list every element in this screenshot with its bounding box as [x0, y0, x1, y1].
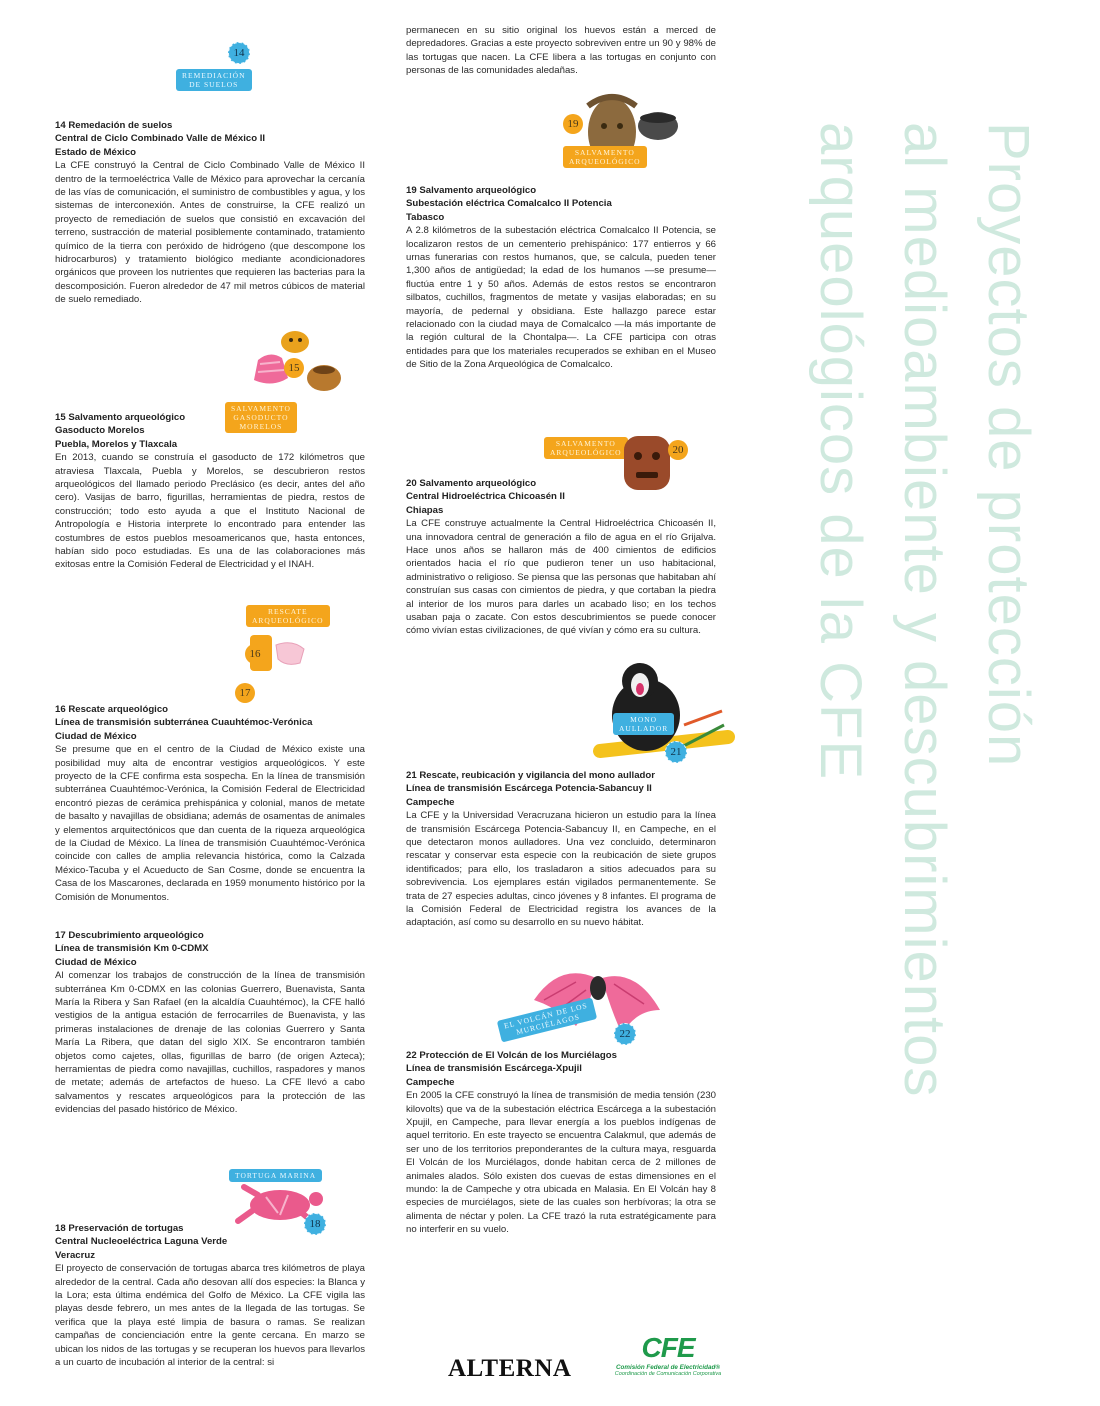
title-line-1: Proyectos de protección	[976, 122, 1041, 768]
entry-location: Ciudad de México	[55, 956, 137, 968]
title-line-3: arqueológicos de la CFE	[808, 122, 873, 781]
entry-project: Central Nucleoeléctrica Laguna Verde	[55, 1236, 228, 1248]
entry-project: Central Hidroeléctrica Chicoasén II	[406, 491, 565, 503]
entry-project: Central de Ciclo Combinado Valle de México II	[55, 133, 266, 145]
entry-location: Tabasco	[406, 211, 445, 223]
badge-18: 18	[304, 1213, 326, 1235]
entry-heading: 15 Salvamento arqueológico	[55, 412, 186, 423]
entry-project: Línea de transmisión subterránea Cuauhtémoc-Verónica	[55, 717, 313, 729]
entry-body: A 2.8 kilómetros de la subestación eléctrica Comalcalco II Potencia, se localizaron restos de un cementerio prehispánico: 177 entierros y 66 urnas funerarias con restos humanos, que, se calcula, pueden tener 1,300 años de antigüedad; la edad de los humanos —se presume— fluctúa entre 1 y 50 años. Además de estos restos se encontraron silbatos, cuchillos, fragmentos de metate y vasijas elaboradas; en su mayoría, de pedernal y obsidiana. Este hallazgo parece estar relacionado con la ciudad maya de Comalcalco —la más importante de la región cultural de la Chontalpa—. La CFE participa con otras entidades para que los materiales recuperados se exhiban en el Museo de Sitio de la Zona Arqueológica de Comalcalco.	[406, 225, 716, 371]
entry-body: En 2005 la CFE construyó la línea de transmisión de media tensión (230 kilovolts) que va de la subestación eléctrica Escárcega a la subestación Xpujil, en Campeche, para llevar energía a los pueblos indígenas de aquel territorio. En este trayecto se encuentra Calakmul, que además de ser uno de los territorios preponderantes de la cultura maya, resguarda El Volcán de los Murciélagos, donde habitan cerca de 2 millones de animales alados. Sólo existen dos cuevas de estas dimensiones en el mundo: la de Campeche y otra ubicada en Malasia. En El Volcán hay 8 especies de murciélagos, siete de las cuales son herbívoras; la otra se alimenta de néctar y polen. La CFE trazó la ruta estratégicamente para no interferir en su vuelo.	[406, 1090, 716, 1236]
entry-17	[55, 929, 365, 1117]
badge-20: 20	[668, 440, 688, 460]
entry-21	[406, 769, 716, 930]
entry-body: La CFE construye actualmente la Central Hidroeléctrica Chicoasén II, una innovadora central de generación a filo de agua en el río Grijalva. Hace unos años se hallaron más de 400 cimientos de edificios orientados hacia el río que pudieron tener un uso habitacional, administrativo o religioso. Se piensa que las personas que habitaban ahí construían sus casas con cimientos de piedra, y que cortaban la piedra al interior de los muros para darles un acabado liso; en los techos usaban paja o zacate. Con estos descubrimientos se puede conocer cómo vivían estas civilizaciones, de qué vivían y cómo era su cultura.	[406, 518, 716, 637]
badge-16: 16	[245, 644, 265, 664]
entry-18	[55, 1222, 365, 1369]
entry-15	[55, 411, 365, 572]
tag-mono: MONO AULLADOR	[613, 713, 674, 735]
urn-illustration	[582, 86, 682, 184]
entry-project: Línea de transmisión Escárcega Potencia-Sabancuy II	[406, 783, 652, 795]
entry-heading: 18 Preservación de tortugas	[55, 1223, 184, 1234]
badge-21: 21	[665, 741, 687, 763]
entry-body: Al comenzar los trabajos de construcción de la línea de transmisión subterránea Km 0-CDMX en las colonias Guerrero, Buenavista, Santa María la Ribera y San Rafael (en la alcaldía Cuauhtémoc), la CFE halló vestigios de la antigua estación de ferrocarriles de Buenavista, y las primeras instalaciones de drenaje de las colonias Guerrero y Santa María La Ribera, que datan del siglo XIX. Se encontraron también objetos como cajetes, ollas, figurillas de barro (de origen Azteca); herramientas de piedra como navajillas, cuchillos, raspadores y manos de metate; además de artefactos de hueso. La CFE llevó a cabo salvamentos y rescates arqueológicos para la protección de las evidencias del pasado histórico de México.	[55, 970, 365, 1116]
entry-body: permanecen en su sitio original los huevos están a merced de depredadores. Gracias a este proyecto sobreviven entre un 90 y 98% de las tortugas que nacen. La CFE libera a las tortugas en conjunto con personas de las comunidades aledañas.	[406, 25, 716, 77]
entry-project: Línea de transmisión Km 0-CDMX	[55, 943, 209, 955]
badge-17: 17	[235, 683, 255, 703]
alterna-logo: ALTERNA	[448, 1355, 572, 1382]
entry-body: El proyecto de conservación de tortugas abarca tres kilómetros de playa alrededor de la central. Cada año desovan allí dos especies: la Blanca y la Lora; esta última endémica del Golfo de México. La CFE vigila las playas desde febrero, un mes antes de la llegada de las tortugas. Se verifica que la playa esté limpia de basura o ramas. Se realizan campañas de concienciación entre la gente cercana. En marzo se ubican los nidos de las tortugas y se recuperan los huevos para llevarlos a un cuarto de incubación al interior de la central: si	[55, 1263, 365, 1369]
tag-gasoducto: SALVAMENTO GASODUCTO MORELOS	[225, 402, 297, 433]
entry-heading: 19 Salvamento arqueológico	[406, 185, 537, 196]
entry-heading: 14 Remedación de suelos	[55, 120, 173, 131]
entry-heading: 20 Salvamento arqueológico	[406, 478, 537, 489]
entry-heading: 17 Descubrimiento arqueológico	[55, 930, 204, 941]
tag-remediacion: REMEDIACIÓN DE SUELOS	[176, 69, 252, 91]
entry-22	[406, 1049, 716, 1237]
cfe-logo-dept: Coordinación de Comunicación Corporativa	[614, 1371, 722, 1377]
entry-body: La CFE y la Universidad Veracruzana hicieron un estudio para la línea de transmisión Escárcega Potencia-Sabancuy II, en Campeche, en el que detectaron monos aulladores. Una vez concluido, determinaron rescatar y conservar esta especie con la reubicación de siete grupos identificados; para ello, los trasladaron a sitios adecuados para su sobrevivencia. Los ejemplares están vigilados permanentemente. Se trata de 27 especies adultas, cinco jóvenes y 8 infantes. El programa de la Comisión Federal de Electricidad registra los avances de la adaptación, así como su desarrollo en su nuevo hábitat.	[406, 810, 716, 929]
entry-18-continued	[406, 24, 716, 78]
entry-14	[55, 119, 365, 307]
entry-heading: 16 Rescate arqueológico	[55, 704, 169, 715]
entry-19	[406, 184, 716, 372]
vertical-title	[798, 122, 1050, 1097]
tag-rescate: RESCATE ARQUEOLÓGICO	[246, 605, 330, 627]
entry-location: Veracruz	[55, 1249, 96, 1261]
monkey-illustration	[594, 655, 734, 765]
entry-project: Gasoducto Morelos	[55, 425, 145, 437]
entry-location: Campeche	[406, 796, 455, 808]
entry-location: Chiapas	[406, 504, 444, 516]
entry-16	[55, 703, 365, 904]
entry-project: Subestación eléctrica Comalcalco II Potencia	[406, 198, 612, 210]
entry-location: Campeche	[406, 1076, 455, 1088]
entry-body: Se presume que en el centro de la Ciudad de México existe una posibilidad muy alta de encontrar vestigios arqueológicos. Y este proyecto de la CFE confirma esta sospecha. En la línea de transmisión subterránea Cuauhtémoc-Verónica, la Comisión Federal de Electricidad encontró piezas de cerámica prehispánica y colonial, manos de metate de basalto y navajillas de obsidiana; además de osamentas de animales y elementos arquitectónicos que dan cuenta de la riqueza arqueológica de la Ciudad de México. La línea de transmisión Cuauhtémoc-Verónica coincide con calles de amplia relevancia histórica, como la Calzada México-Tacuba y el Acueducto de San Cosme, donde se encuentra la Casa de los Mascarones, declarada en 1959 monumento histórico por la Comisión de Monumentos.	[55, 744, 365, 903]
badge-22: 22	[614, 1023, 636, 1045]
entry-20	[406, 477, 716, 638]
bat-illustration	[532, 960, 662, 1044]
entry-heading: 22 Protección de El Volcán de los Murciélagos	[406, 1050, 617, 1061]
tag-salvamento-20: SALVAMENTO ARQUEOLÓGICO	[544, 437, 628, 459]
badge-19: 19	[563, 114, 583, 134]
badge-14: 14	[228, 42, 250, 64]
entry-location: Ciudad de México	[55, 730, 137, 742]
cfe-logo	[608, 1332, 728, 1377]
badge-15: 15	[284, 358, 304, 378]
tag-murcielagos: EL VOLCÁN DE LOS MURCIÉLAGOS	[497, 997, 597, 1042]
entry-body: En 2013, cuando se construía el gasoducto de 172 kilómetros que atraviesa Tlaxcala, Puebla y Morelos, se descubrieron restos arqueológicos del llamado periodo Preclásico (es decir, antes del año cero). Vasijas de barro, figurillas, herramientas de piedra, restos de construcción; todo esto ayuda a que el Instituto Nacional de Antropología e Historia interprete lo encontrado para entender las costumbres de estos pueblos mesoamericanos que, hasta entonces, habían sido poco estudiadas. Es una de las colaboraciones más exitosas entre la Comisión Federal de Electricidad y el INAH.	[55, 452, 365, 571]
entry-body: La CFE construyó la Central de Ciclo Combinado Valle de México II dentro de la termoeléctrica Valle de México para aprovechar la cercanía de las vías de comunicación, el suministro de combustibles y agua, y los sistemas de interconexión. Antes de construirse, la CFE realizó un proyecto de remediación de suelos que consistió en excavación del terreno, sustracción de material posiblemente contaminado, tratamiento químico de la tierra con peróxido de hidrógeno (que descompone los hidrocarburos) y tratamiento biológico mediante acondicionadores orgánicos que proveen los nutrientes que requieren las bacterias para la descomposición. Fueron alrededor de 47 mil metros cúbicos de material de suelo remediado.	[55, 160, 365, 306]
cfe-logo-name: Comisión Federal de Electricidad®	[615, 1364, 721, 1371]
cfe-logo-mark: CFE	[641, 1332, 695, 1363]
entry-location: Puebla, Morelos y Tlaxcala	[55, 438, 178, 450]
tag-tortuga: TORTUGA MARINA	[229, 1169, 322, 1182]
entry-heading: 21 Rescate, reubicación y vigilancia del mono aullador	[406, 770, 655, 781]
title-line-2: al medioambiente y descubrimientos	[892, 122, 957, 1098]
entry-location: Estado de México	[55, 146, 137, 158]
entry-project: Línea de transmisión Escárcega-Xpujil	[406, 1063, 582, 1075]
tag-salvamento-19: SALVAMENTO ARQUEOLÓGICO	[563, 146, 647, 168]
